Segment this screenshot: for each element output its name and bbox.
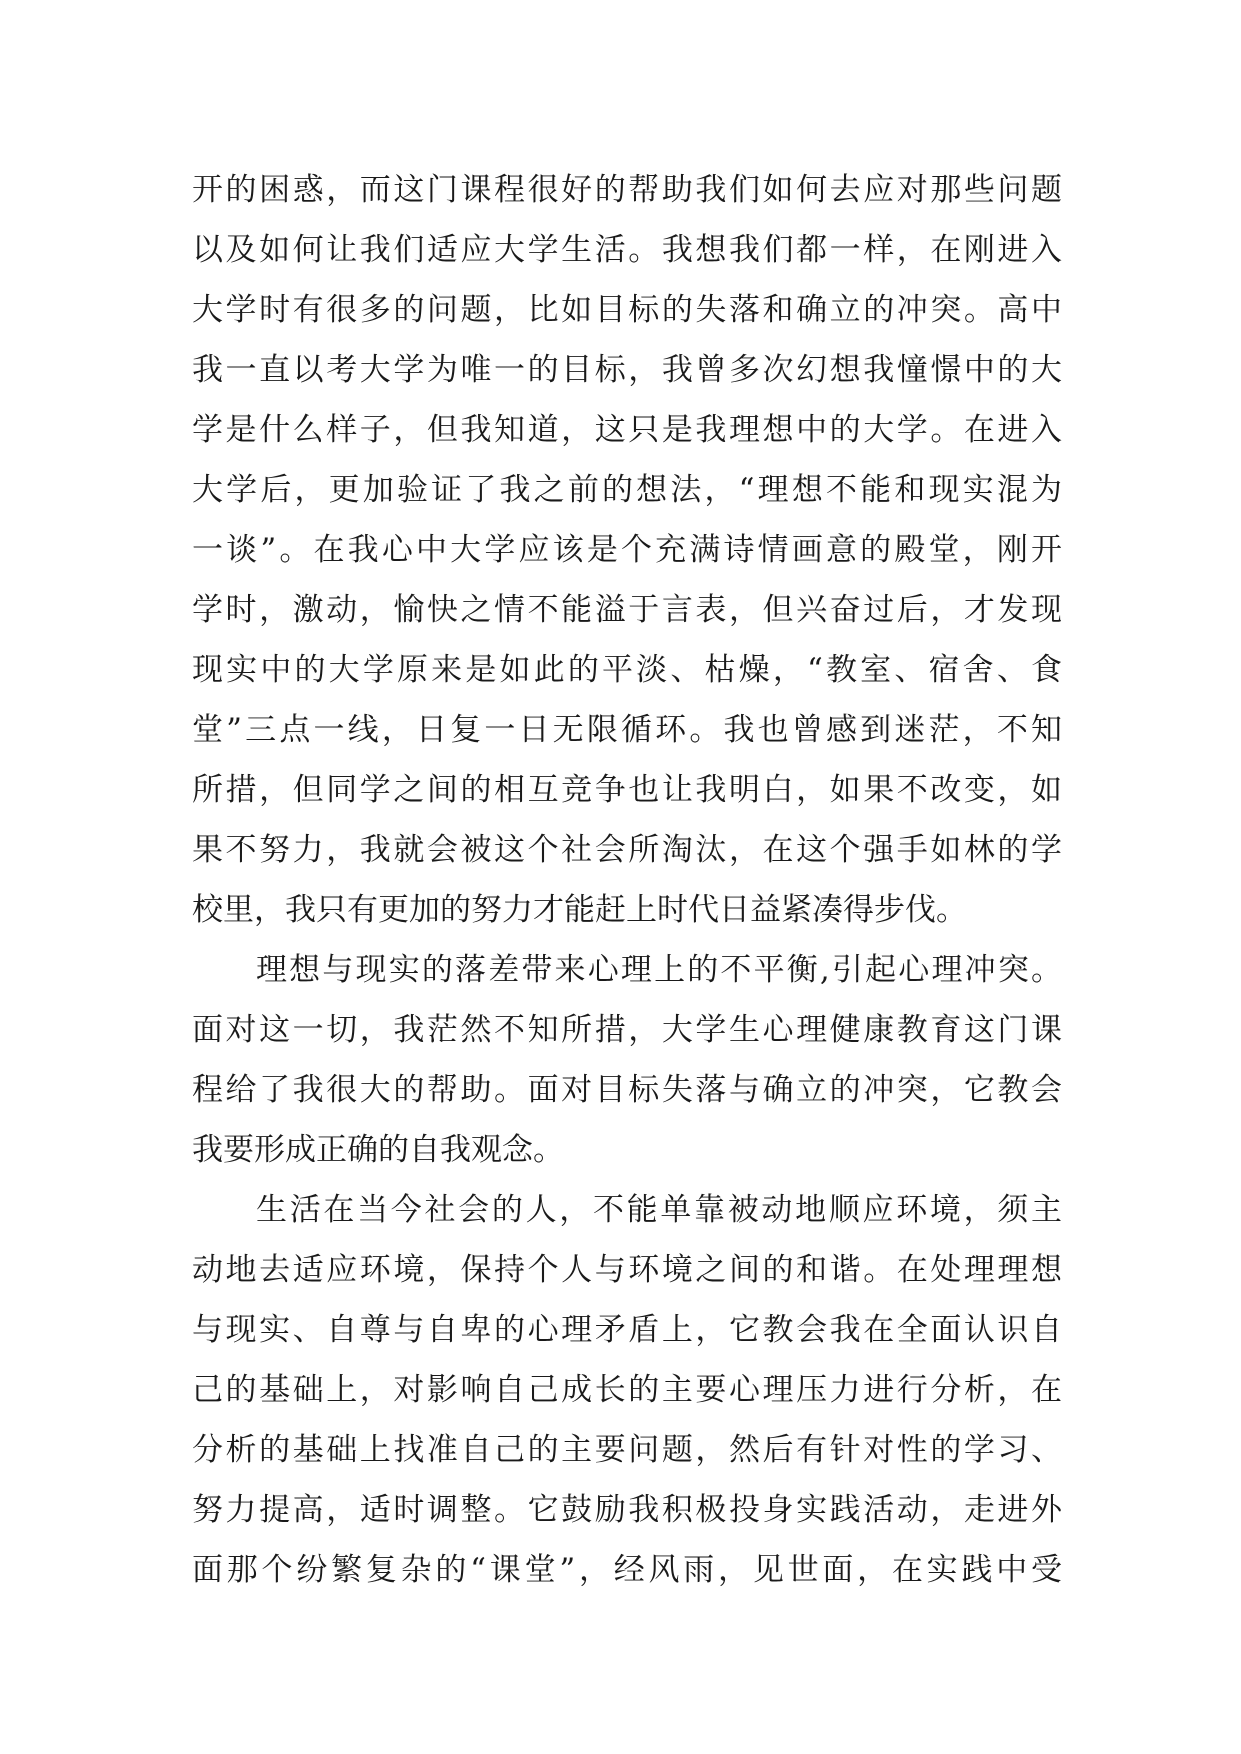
- text-line: 理想与现实的落差带来心理上的不平衡,引起心理冲突。: [256, 952, 1062, 988]
- text-line: 动地去适应环境，保持个人与环境之间的和谐。在处理理想: [192, 1252, 1062, 1288]
- text-line: 努力提高，适时调整。它鼓励我积极投身实践活动，走进外: [192, 1492, 1062, 1528]
- text-line: 堂”三点一线，日复一日无限循环。我也曾感到迷茫，不知: [192, 712, 1062, 748]
- text-line: 校里，我只有更加的努力才能赶上时代日益紧凑得步伐。: [192, 892, 967, 928]
- text-line: 己的基础上，对影响自己成长的主要心理压力进行分析，在: [192, 1372, 1062, 1408]
- text-line: 我一直以考大学为唯一的目标，我曾多次幻想我憧憬中的大: [192, 352, 1062, 388]
- text-line: 分析的基础上找准自己的主要问题，然后有针对性的学习、: [192, 1432, 1062, 1468]
- text-line: 所措，但同学之间的相互竞争也让我明白，如果不改变，如: [192, 772, 1062, 808]
- text-line: 现实中的大学原来是如此的平淡、枯燥，“教室、宿舍、食: [192, 652, 1062, 688]
- paragraph-3: [192, 1180, 1062, 1600]
- text-line: 一谈”。在我心中大学应该是个充满诗情画意的殿堂，刚开: [192, 532, 1062, 568]
- text-line: 面那个纷繁复杂的“课堂”，经风雨，见世面，在实践中受: [192, 1552, 1062, 1588]
- text-line: 我要形成正确的自我观念。: [192, 1132, 564, 1168]
- text-line: 与现实、自尊与自卑的心理矛盾上，它教会我在全面认识自: [192, 1312, 1062, 1348]
- paragraph-2: [192, 940, 1062, 1180]
- text-line: 大学后，更加验证了我之前的想法，“理想不能和现实混为: [192, 472, 1062, 508]
- text-line: 学是什么样子，但我知道，这只是我理想中的大学。在进入: [192, 412, 1062, 448]
- text-line: 大学时有很多的问题，比如目标的失落和确立的冲突。高中: [192, 292, 1062, 328]
- text-line: 以及如何让我们适应大学生活。我想我们都一样，在刚进入: [192, 232, 1062, 268]
- text-line: 程给了我很大的帮助。面对目标失落与确立的冲突，它教会: [192, 1072, 1062, 1108]
- paragraph-1: [192, 160, 1062, 940]
- text-line: 开的困惑，而这门课程很好的帮助我们如何去应对那些问题: [192, 172, 1062, 208]
- text-line: 面对这一切，我茫然不知所措，大学生心理健康教育这门课: [192, 1012, 1062, 1048]
- text-line: 果不努力，我就会被这个社会所淘汰，在这个强手如林的学: [192, 832, 1062, 868]
- document-body: [192, 160, 1062, 1600]
- text-line: 学时，激动，愉快之情不能溢于言表，但兴奋过后，才发现: [192, 592, 1062, 628]
- text-line: 生活在当今社会的人，不能单靠被动地顺应环境，须主: [256, 1192, 1062, 1228]
